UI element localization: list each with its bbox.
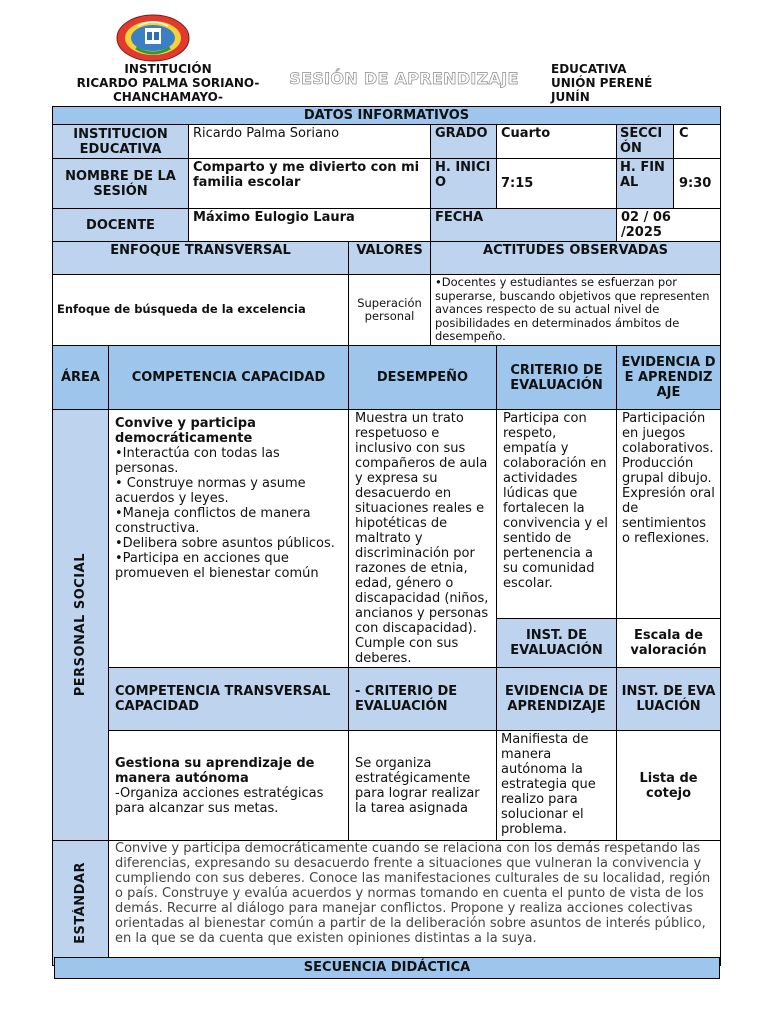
transversal-evidencia-value: Manifiesta de manera autónoma la estrategia que realizo para solucionar el problema. xyxy=(497,731,617,841)
page-title: SESIÓN DE APRENDIZAJE xyxy=(289,69,519,88)
criterio-value: Participa con respeto, empatía y colaboración en actividades lúdicas que fortalecen la convivencia y el sentido de pertenencia a su comunidad escolar. xyxy=(497,410,617,619)
hinicio-value: 7:15 xyxy=(497,159,617,209)
seccion-value: C xyxy=(679,126,689,141)
area-personal-social: PERSONAL SOCIAL xyxy=(73,553,88,697)
docente-value: Máximo Eulogio Laura xyxy=(189,209,431,242)
session-table xyxy=(52,106,721,966)
header-right-line1: EDUCATIVA xyxy=(551,62,627,76)
transversal-competencia-cell xyxy=(109,731,349,841)
header-left-line3: CHANCHAMAYO- xyxy=(112,90,224,104)
nombre-label: NOMBRE DE LA SESIÓN xyxy=(53,159,189,209)
capacidad-item: •Delibera sobre asuntos públicos. xyxy=(115,536,335,551)
transversal-competencia-title: Gestiona su aprendizaje de manera autónoma xyxy=(115,755,315,786)
transversal-competencia-header: COMPETENCIA TRANSVERSAL CAPACIDAD xyxy=(109,668,349,731)
hinicio-label: H. INICIO xyxy=(431,159,497,209)
capacidad-item: • Construye normas y asume acuerdos y leyes. xyxy=(115,476,306,506)
actitud-value: •Docentes y estudiantes se esfuerzan por superarse, buscando objetivos que representen avances respecto de su actual nivel de posibilidades en determinados ámbitos de desempeño. xyxy=(431,275,721,346)
inst-value: Ricardo Palma Soriano xyxy=(189,125,431,159)
inst-evaluacion-label: INST. DE EVALUACIÓN xyxy=(497,618,617,667)
competencia-title: Convive y participa democráticamente xyxy=(115,416,256,446)
header-right-line2: UNIÓN PERENÉ xyxy=(551,76,653,90)
grado-label: GRADO xyxy=(431,125,497,159)
transversal-inst-value: Lista de cotejo xyxy=(617,731,721,841)
transversal-evidencia-header: EVIDENCIA DE APRENDIZAJE xyxy=(497,668,617,731)
valor-value: Superación personal xyxy=(349,275,431,346)
fecha-label: FECHA xyxy=(431,209,617,242)
docente-label: DOCENTE xyxy=(53,209,189,242)
capacidad-item: •Participa en acciones que promueven el bienestar común xyxy=(115,551,319,581)
estandar-label: ESTÁNDAR xyxy=(73,862,88,944)
header-left-line2: RICARDO PALMA SORIANO- xyxy=(76,76,260,90)
header-location xyxy=(551,62,652,104)
transversal-inst-header: INST. DE EVALUACIÓN xyxy=(617,668,721,731)
evidencia-value: Participación en juegos colaborativos. Producción grupal dibujo. Expresión oral de sentimientos o reflexiones. xyxy=(617,410,721,619)
actitudes-header: ACTITUDES OBSERVADAS xyxy=(431,242,721,275)
desempeno-value: Muestra un trato respetuoso e inclusivo con sus compañeros de aula y expresa su desacuerdo en situaciones reales e hipotéticas de maltrato y discriminación por razones de etnia, edad, género o discapacidad (niños, ancianos y personas con discapacidad). Cumple con sus deberes. xyxy=(349,410,497,668)
competencia-cell xyxy=(109,410,349,668)
secuencia-didactica-heading: SECUENCIA DIDÁCTICA xyxy=(54,957,720,979)
capacidad-item: •Maneja conflictos de manera constructiva. xyxy=(115,506,311,536)
enfoque-header: ENFOQUE TRANSVERSAL xyxy=(53,242,349,275)
hfinal-label: H. FINAL xyxy=(617,159,674,208)
fecha-value: 02 / 06 /2025 xyxy=(617,209,721,242)
transversal-capacidad: -Organiza acciones estratégicas para alcanzar sus metas. xyxy=(115,785,324,816)
datos-heading: DATOS INFORMATIVOS xyxy=(53,107,721,125)
estandar-text: Convive y participa democráticamente cuando se relaciona con los demás respetando las diferencias, expresando su desacuerdo frente a situaciones que vulneran la convivencia y cumpliendo con sus deberes. Conoce las manifestaciones culturales de su localidad, región o país. Construye y evalúa acuerdos y normas tomando en cuenta el punto de vista de los demás. Recurre al diálogo para manejar conflictos. Propone y realiza acciones colectivas orientadas al bienestar común a partir de la deliberación sobre asuntos de interés público, en la que se da cuenta que existen opiniones distintas a la suya. xyxy=(109,841,721,966)
competencia-header: COMPETENCIA CAPACIDAD xyxy=(109,346,349,410)
grado-value: Cuarto xyxy=(497,125,617,159)
seccion-label: SECCIÓN xyxy=(617,125,674,158)
criterio-header: CRITERIO DE EVALUACIÓN xyxy=(497,346,617,410)
desempeno-header: DESEMPEÑO xyxy=(349,346,497,410)
header-institution xyxy=(58,62,278,104)
header-left-line1: INSTITUCIÓN xyxy=(124,62,212,76)
valores-header: VALORES xyxy=(349,242,431,275)
enfoque-value: Enfoque de búsqueda de la excelencia xyxy=(53,275,349,346)
header-right-line3: JUNÍN xyxy=(551,90,590,104)
capacidad-item: •Interactúa con todas las personas. xyxy=(115,446,280,476)
hfinal-value: 9:30 xyxy=(679,176,712,191)
school-logo xyxy=(116,14,190,62)
area-header: ÁREA xyxy=(53,346,109,410)
inst-evaluacion-value: Escala de valoración xyxy=(617,618,721,667)
transversal-criterio-header: - CRITERIO DE EVALUACIÓN xyxy=(349,668,497,731)
evidencia-header: EVIDENCIA DE APRENDIZAJE xyxy=(617,346,721,410)
transversal-criterio-value: Se organiza estratégicamente para lograr realizar la tarea asignada xyxy=(349,731,497,841)
inst-label: INSTITUCION EDUCATIVA xyxy=(53,125,189,159)
nombre-value: Comparto y me divierto con mi familia escolar xyxy=(189,159,431,209)
